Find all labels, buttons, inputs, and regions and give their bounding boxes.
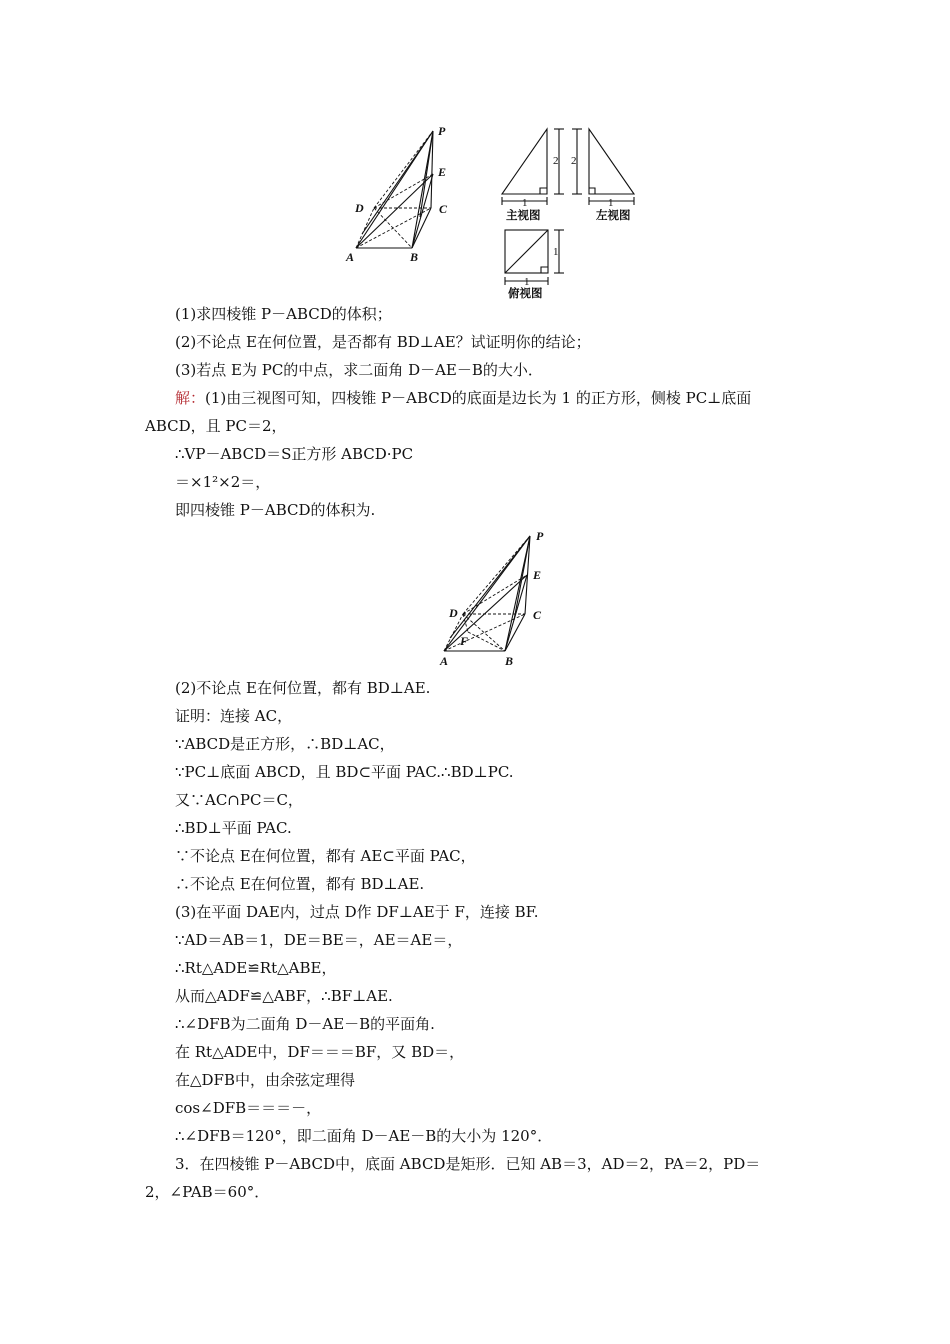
solution-line-5: 即四棱锥 P－ABCD的体积为. — [175, 501, 376, 519]
front-view — [502, 129, 564, 205]
solution-line-4: ＝×1²×2＝， — [175, 473, 271, 491]
solution-line-7: 证明：连接 AC， — [175, 707, 293, 725]
problem-3-line-2: 2，∠PAB＝60°． — [145, 1183, 270, 1201]
fig2-label-C: C — [533, 608, 542, 622]
solution-line-1 — [175, 388, 815, 408]
solution-line-16: ∴Rt△ADE≌Rt△ABE， — [175, 959, 337, 977]
solution-line-19: 在 Rt△ADE中，DF＝＝＝BF，又 BD＝， — [175, 1043, 465, 1061]
solution-line-21: cos∠DFB＝＝＝－， — [175, 1099, 322, 1117]
solution-line-1-text: (1)由三视图可知，四棱锥 P－ABCD的底面是边长为 1 的正方形，侧棱 PC⊥底面 — [205, 389, 752, 407]
question-2: (2)不论点 E在何位置，是否都有 BD⊥AE？试证明你的结论； — [175, 333, 591, 351]
figure-pyramid-with-F — [430, 528, 560, 670]
left-view-height: 2 — [571, 155, 577, 167]
solution-line-2: ABCD，且 PC＝2， — [145, 417, 287, 435]
solution-line-10: 又∵AC∩PC＝C， — [175, 791, 303, 809]
solution-line-6: (2)不论点 E在何位置，都有 BD⊥AE. — [175, 679, 431, 697]
label-D: D — [355, 201, 364, 215]
top-view-base: 1 — [524, 276, 530, 288]
solution-label: 解： — [175, 389, 206, 407]
solution-line-11: ∴BD⊥平面 PAC. — [175, 819, 292, 837]
solution-line-14: (3)在平面 DAE内，过点 D作 DF⊥AE于 F，连接 BF. — [175, 903, 539, 921]
top-view-caption: 俯视图 — [508, 286, 543, 300]
solution-line-18: ∴∠DFB为二面角 D－AE－B的平面角. — [175, 1015, 435, 1033]
solution-line-8: ∵ABCD是正方形，∴BD⊥AC， — [175, 735, 395, 753]
question-1: (1)求四棱锥 P－ABCD的体积； — [175, 305, 392, 323]
fig2-label-A: A — [440, 654, 449, 668]
question-3: (3)若点 E为 PC的中点，求二面角 D－AE－B的大小． — [175, 361, 543, 379]
solution-line-9: ∵PC⊥底面 ABCD，且 BD⊂平面 PAC.∴BD⊥PC. — [175, 763, 514, 781]
figure-2-svg — [430, 528, 560, 670]
label-C: C — [439, 202, 448, 216]
problem-3-line-1: 3．在四棱锥 P－ABCD中，底面 ABCD是矩形．已知 AB＝3，AD＝2，PA＝2，PD＝ — [175, 1155, 761, 1173]
solution-line-12: ∵不论点 E在何位置，都有 AE⊂平面 PAC， — [175, 847, 476, 865]
label-A: A — [346, 250, 355, 264]
front-view-base: 1 — [522, 197, 528, 209]
solution-line-17: 从而△ADF≌△ABF，∴BF⊥AE. — [175, 987, 393, 1005]
solution-line-3: ∴VP－ABCD＝S正方形 ABCD·PC — [175, 445, 414, 463]
figure-1-svg — [340, 122, 640, 300]
front-view-caption: 主视图 — [506, 208, 541, 222]
fig2-label-B: B — [505, 654, 514, 668]
fig2-label-E: E — [533, 568, 542, 582]
left-view-base: 1 — [608, 197, 614, 209]
solution-line-20: 在△DFB中，由余弦定理得 — [175, 1071, 355, 1089]
fig2-label-D: D — [449, 606, 458, 620]
solution-line-13: ∴不论点 E在何位置，都有 BD⊥AE. — [175, 875, 425, 893]
left-view-caption: 左视图 — [596, 208, 631, 222]
figure-pyramid-three-views — [340, 122, 640, 300]
fig2-label-P: P — [536, 529, 544, 543]
label-E: E — [438, 165, 447, 179]
solution-line-22: ∴∠DFB＝120°，即二面角 D－AE－B的大小为 120°． — [175, 1127, 553, 1145]
label-P: P — [438, 124, 446, 138]
fig2-label-F: F — [460, 634, 469, 648]
solution-line-15: ∵AD＝AB＝1，DE＝BE＝，AE＝AE＝， — [175, 931, 463, 949]
label-B: B — [410, 250, 419, 264]
top-view-side: 1 — [553, 246, 559, 258]
left-view — [572, 129, 634, 205]
front-view-height: 2 — [553, 155, 559, 167]
